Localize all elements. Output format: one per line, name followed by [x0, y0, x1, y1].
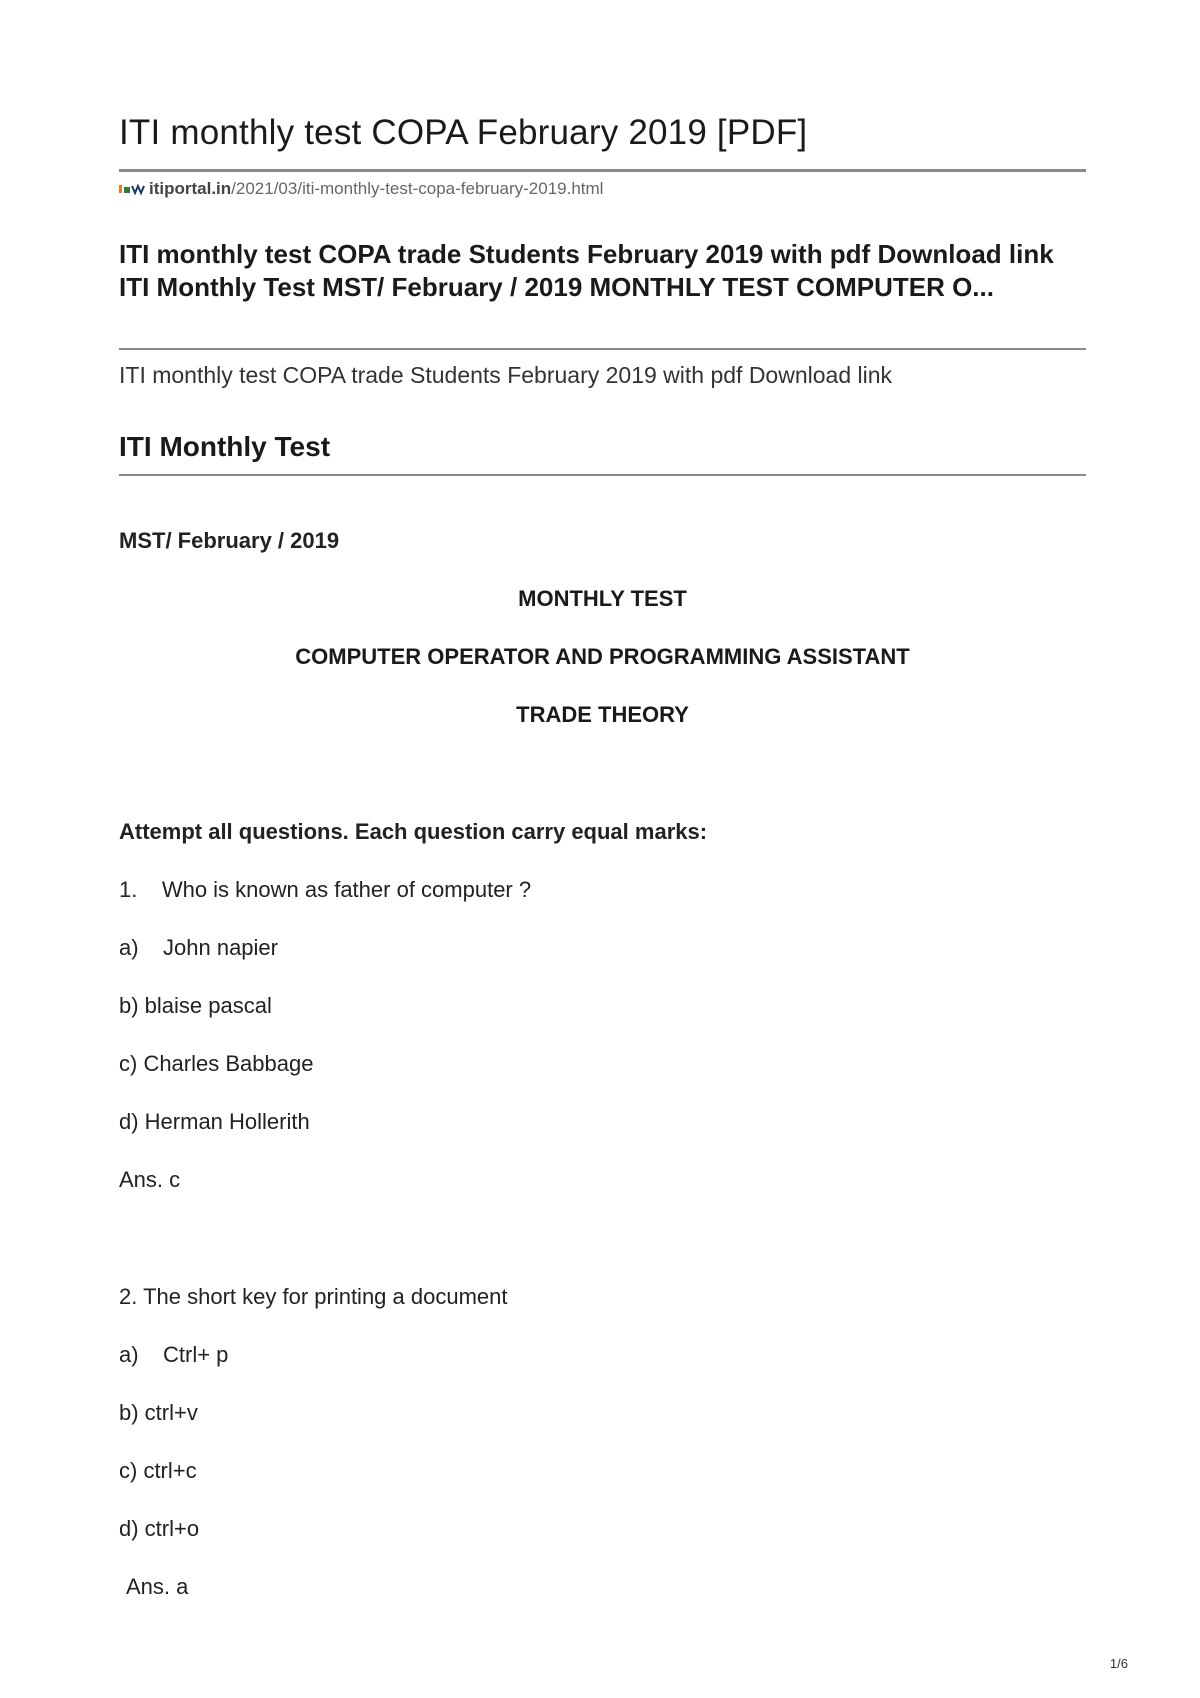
- subject-heading: TRADE THEORY: [516, 702, 689, 727]
- question-number: 1: [119, 877, 132, 902]
- trade-heading: COMPUTER OPERATOR AND PROGRAMMING ASSISTANT: [295, 644, 910, 669]
- question-text: Who is known as father of computer ?: [161, 877, 532, 902]
- divider: [119, 169, 1086, 172]
- section-heading: ITI Monthly Test: [119, 431, 331, 462]
- question-number: 2.: [119, 1284, 138, 1309]
- divider: [119, 474, 1086, 476]
- option-2d: d) ctrl+o: [119, 1516, 200, 1541]
- instructions: Attempt all questions. Each question carry equal marks:: [119, 819, 708, 844]
- divider: [119, 348, 1086, 350]
- answer-2: Ans. a: [126, 1574, 189, 1599]
- lede-text: ITI monthly test COPA trade Students February 2019 with pdf Download link: [119, 362, 893, 388]
- summary-title: ITI monthly test COPA trade Students February 2019 with pdf Download link ITI Monthly Test MST/ February / 2019 MONTHLY TEST COMPUTER O...: [119, 239, 1054, 302]
- question-1: 1. Who is known as father of computer ?: [119, 877, 532, 902]
- answer-1: Ans. c: [119, 1167, 181, 1192]
- option-2a: a) Ctrl+ p: [119, 1342, 229, 1367]
- test-heading: MONTHLY TEST: [518, 586, 687, 611]
- option-2b: b) ctrl+v: [119, 1400, 198, 1425]
- option-2c: c) ctrl+c: [119, 1458, 197, 1483]
- option-1c: c) Charles Babbage: [119, 1051, 314, 1076]
- page-title: ITI monthly test COPA February 2019 [PDF]: [119, 113, 808, 152]
- question-2: [119, 1284, 508, 1310]
- source-url[interactable]: [119, 179, 603, 199]
- mst-line: MST/ February / 2019: [119, 528, 340, 553]
- option-1a: a) John napier: [119, 935, 278, 960]
- option-1d: d) Herman Hollerith: [119, 1109, 310, 1134]
- question-text: The short key for printing a document: [143, 1284, 508, 1309]
- page-number: 1/6: [1109, 1656, 1128, 1671]
- source-path[interactable]: /2021/03/iti-monthly-test-copa-february-2019.html: [231, 179, 604, 198]
- option-1b: b) blaise pascal: [119, 993, 272, 1018]
- source-domain[interactable]: itiportal.in: [149, 179, 232, 198]
- itiportal-favicon-icon: [119, 183, 145, 195]
